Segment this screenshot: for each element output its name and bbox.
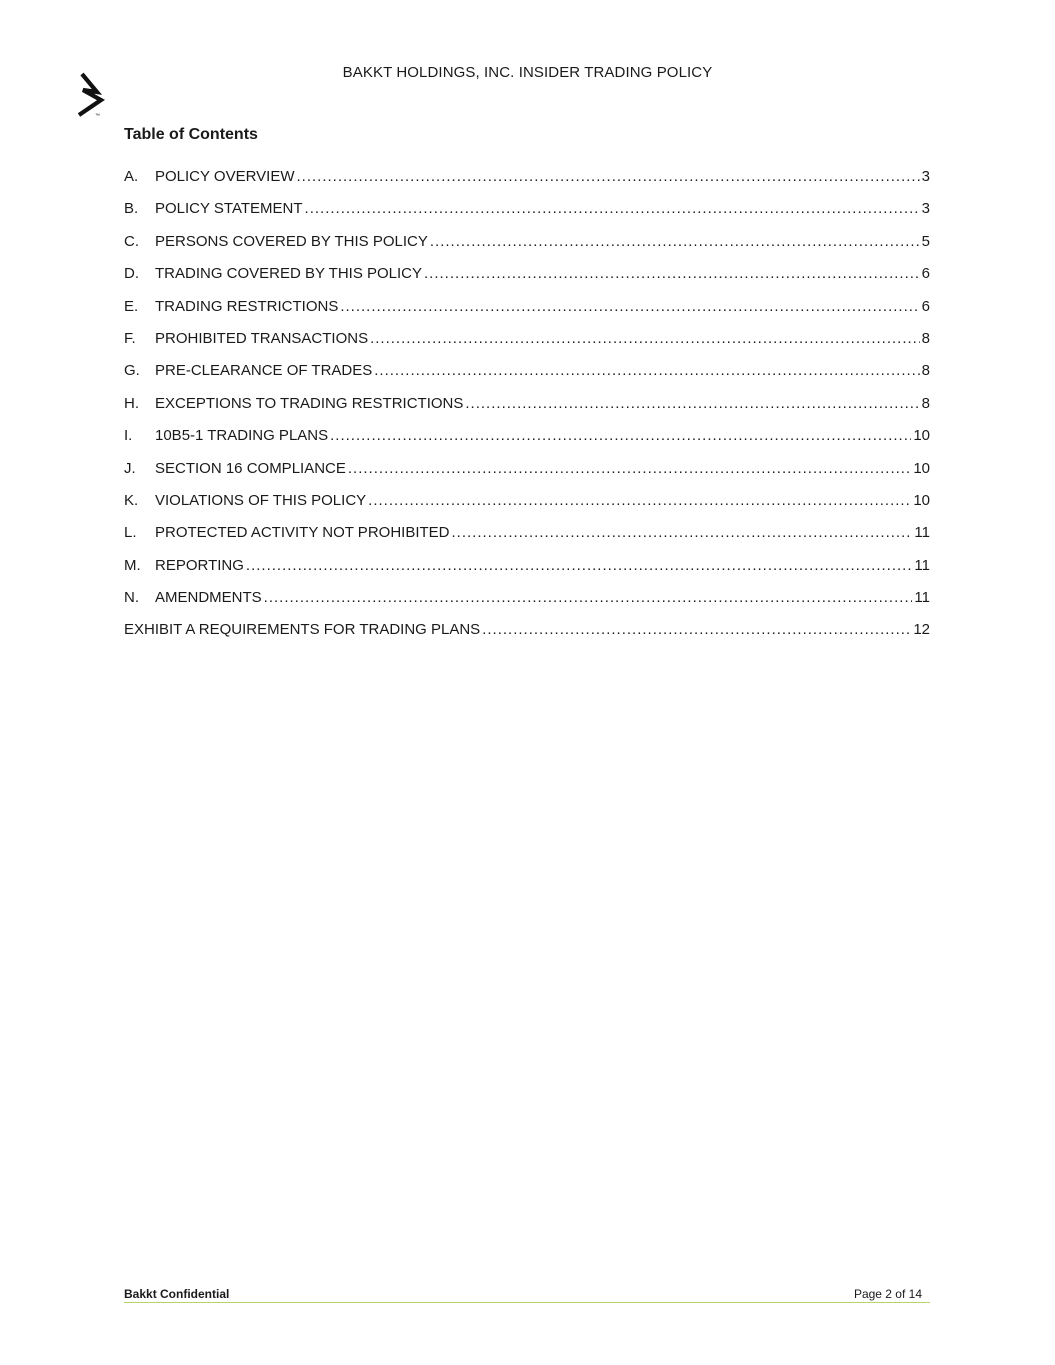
toc-dot-leader: [264, 589, 913, 606]
toc-entry[interactable]: [124, 395, 930, 427]
toc-entry-page: 6: [921, 265, 930, 283]
toc-dot-leader: [465, 395, 919, 412]
footer-divider: [124, 1302, 930, 1303]
toc-entry-letter: H.: [124, 394, 139, 412]
toc-dot-leader: [374, 362, 919, 379]
footer-confidential-label: Bakkt Confidential: [124, 1287, 230, 1301]
toc-entry-letter: K.: [124, 491, 139, 509]
toc-entry-letter: F.: [124, 329, 136, 347]
toc-entry-title: PERSONS COVERED BY THIS POLICY: [155, 232, 428, 250]
toc-entry-letter: J.: [124, 459, 136, 477]
toc-entry-letter: I.: [124, 427, 133, 445]
toc-entry-title: TRADING RESTRICTIONS: [155, 297, 339, 315]
toc-dot-leader: [348, 460, 911, 477]
toc-entry-page: 3: [921, 168, 930, 185]
toc-entry-page: 8: [921, 362, 930, 380]
toc-entry-page: 11: [914, 524, 930, 542]
toc-entry-letter: B.: [124, 200, 139, 218]
table-of-contents: [124, 168, 930, 654]
toc-entry-title: PROHIBITED TRANSACTIONS: [155, 329, 369, 347]
toc-entry[interactable]: [124, 168, 930, 200]
toc-entry-title: PRE-CLEARANCE OF TRADES: [155, 362, 373, 380]
toc-entry-page: 8: [921, 394, 930, 412]
toc-dot-leader: [452, 524, 913, 541]
toc-entry-letter: G.: [124, 362, 140, 380]
toc-entry-letter: E.: [124, 297, 139, 315]
toc-entry-title: PROTECTED ACTIVITY NOT PROHIBITED: [155, 524, 450, 542]
toc-entry-page: 3: [921, 200, 930, 218]
toc-entry-letter: A.: [124, 168, 139, 185]
toc-entry-letter: L.: [124, 524, 137, 542]
toc-dot-leader: [246, 557, 913, 574]
toc-entry-page: 10: [913, 459, 930, 477]
toc-entry[interactable]: [124, 330, 930, 362]
toc-entry[interactable]: [124, 524, 930, 556]
toc-dot-leader: [297, 168, 920, 185]
toc-entry-page: 6: [921, 297, 930, 315]
toc-entry-title: EXCEPTIONS TO TRADING RESTRICTIONS: [155, 394, 464, 412]
toc-entry[interactable]: [124, 427, 930, 459]
toc-entry-page: 10: [913, 491, 930, 509]
toc-entry[interactable]: [124, 589, 930, 621]
toc-entry-title: POLICY OVERVIEW: [155, 168, 295, 185]
toc-heading: Table of Contents: [124, 126, 258, 143]
toc-entry[interactable]: [124, 460, 930, 492]
toc-dot-leader: [305, 200, 920, 217]
toc-entry[interactable]: [124, 200, 930, 232]
toc-entry-page: 11: [914, 556, 930, 574]
toc-dot-leader: [370, 330, 920, 347]
toc-entry-page: 12: [913, 621, 930, 639]
toc-entry-title: REPORTING: [155, 556, 244, 574]
toc-entry-page: 5: [921, 232, 930, 250]
toc-entry[interactable]: [124, 492, 930, 524]
toc-dot-leader: [330, 427, 911, 444]
toc-dot-leader: [482, 621, 911, 638]
toc-entry[interactable]: [124, 621, 930, 653]
toc-dot-leader: [424, 265, 920, 282]
toc-entry-page: 8: [921, 329, 930, 347]
toc-entry-title: TRADING COVERED BY THIS POLICY: [155, 265, 423, 283]
toc-entry-title: EXHIBIT A REQUIREMENTS FOR TRADING PLANS: [124, 621, 481, 639]
toc-dot-leader: [340, 298, 919, 315]
toc-entry-letter: M.: [124, 556, 141, 574]
toc-entry-title: VIOLATIONS OF THIS POLICY: [155, 491, 367, 509]
toc-entry[interactable]: [124, 265, 930, 297]
toc-entry-title: 10B5-1 TRADING PLANS: [155, 427, 329, 445]
toc-entry[interactable]: [124, 557, 930, 589]
document-header-title: BAKKT HOLDINGS, INC. INSIDER TRADING POLICY: [342, 64, 713, 81]
toc-entry-letter: C.: [124, 232, 139, 250]
trademark-mark: ™: [95, 113, 100, 119]
toc-entry[interactable]: [124, 362, 930, 394]
toc-entry-letter: D.: [124, 265, 139, 283]
toc-entry-page: 10: [913, 427, 930, 445]
toc-entry-letter: N.: [124, 589, 139, 607]
toc-entry[interactable]: [124, 233, 930, 265]
toc-entry-title: AMENDMENTS: [155, 589, 262, 607]
toc-entry-title: POLICY STATEMENT: [155, 200, 303, 218]
toc-dot-leader: [430, 233, 920, 250]
toc-entry[interactable]: [124, 298, 930, 330]
toc-dot-leader: [368, 492, 911, 509]
toc-entry-page: 11: [914, 589, 930, 607]
toc-entry-title: SECTION 16 COMPLIANCE: [155, 459, 346, 477]
footer-page-number: Page 2 of 14: [853, 1287, 922, 1301]
